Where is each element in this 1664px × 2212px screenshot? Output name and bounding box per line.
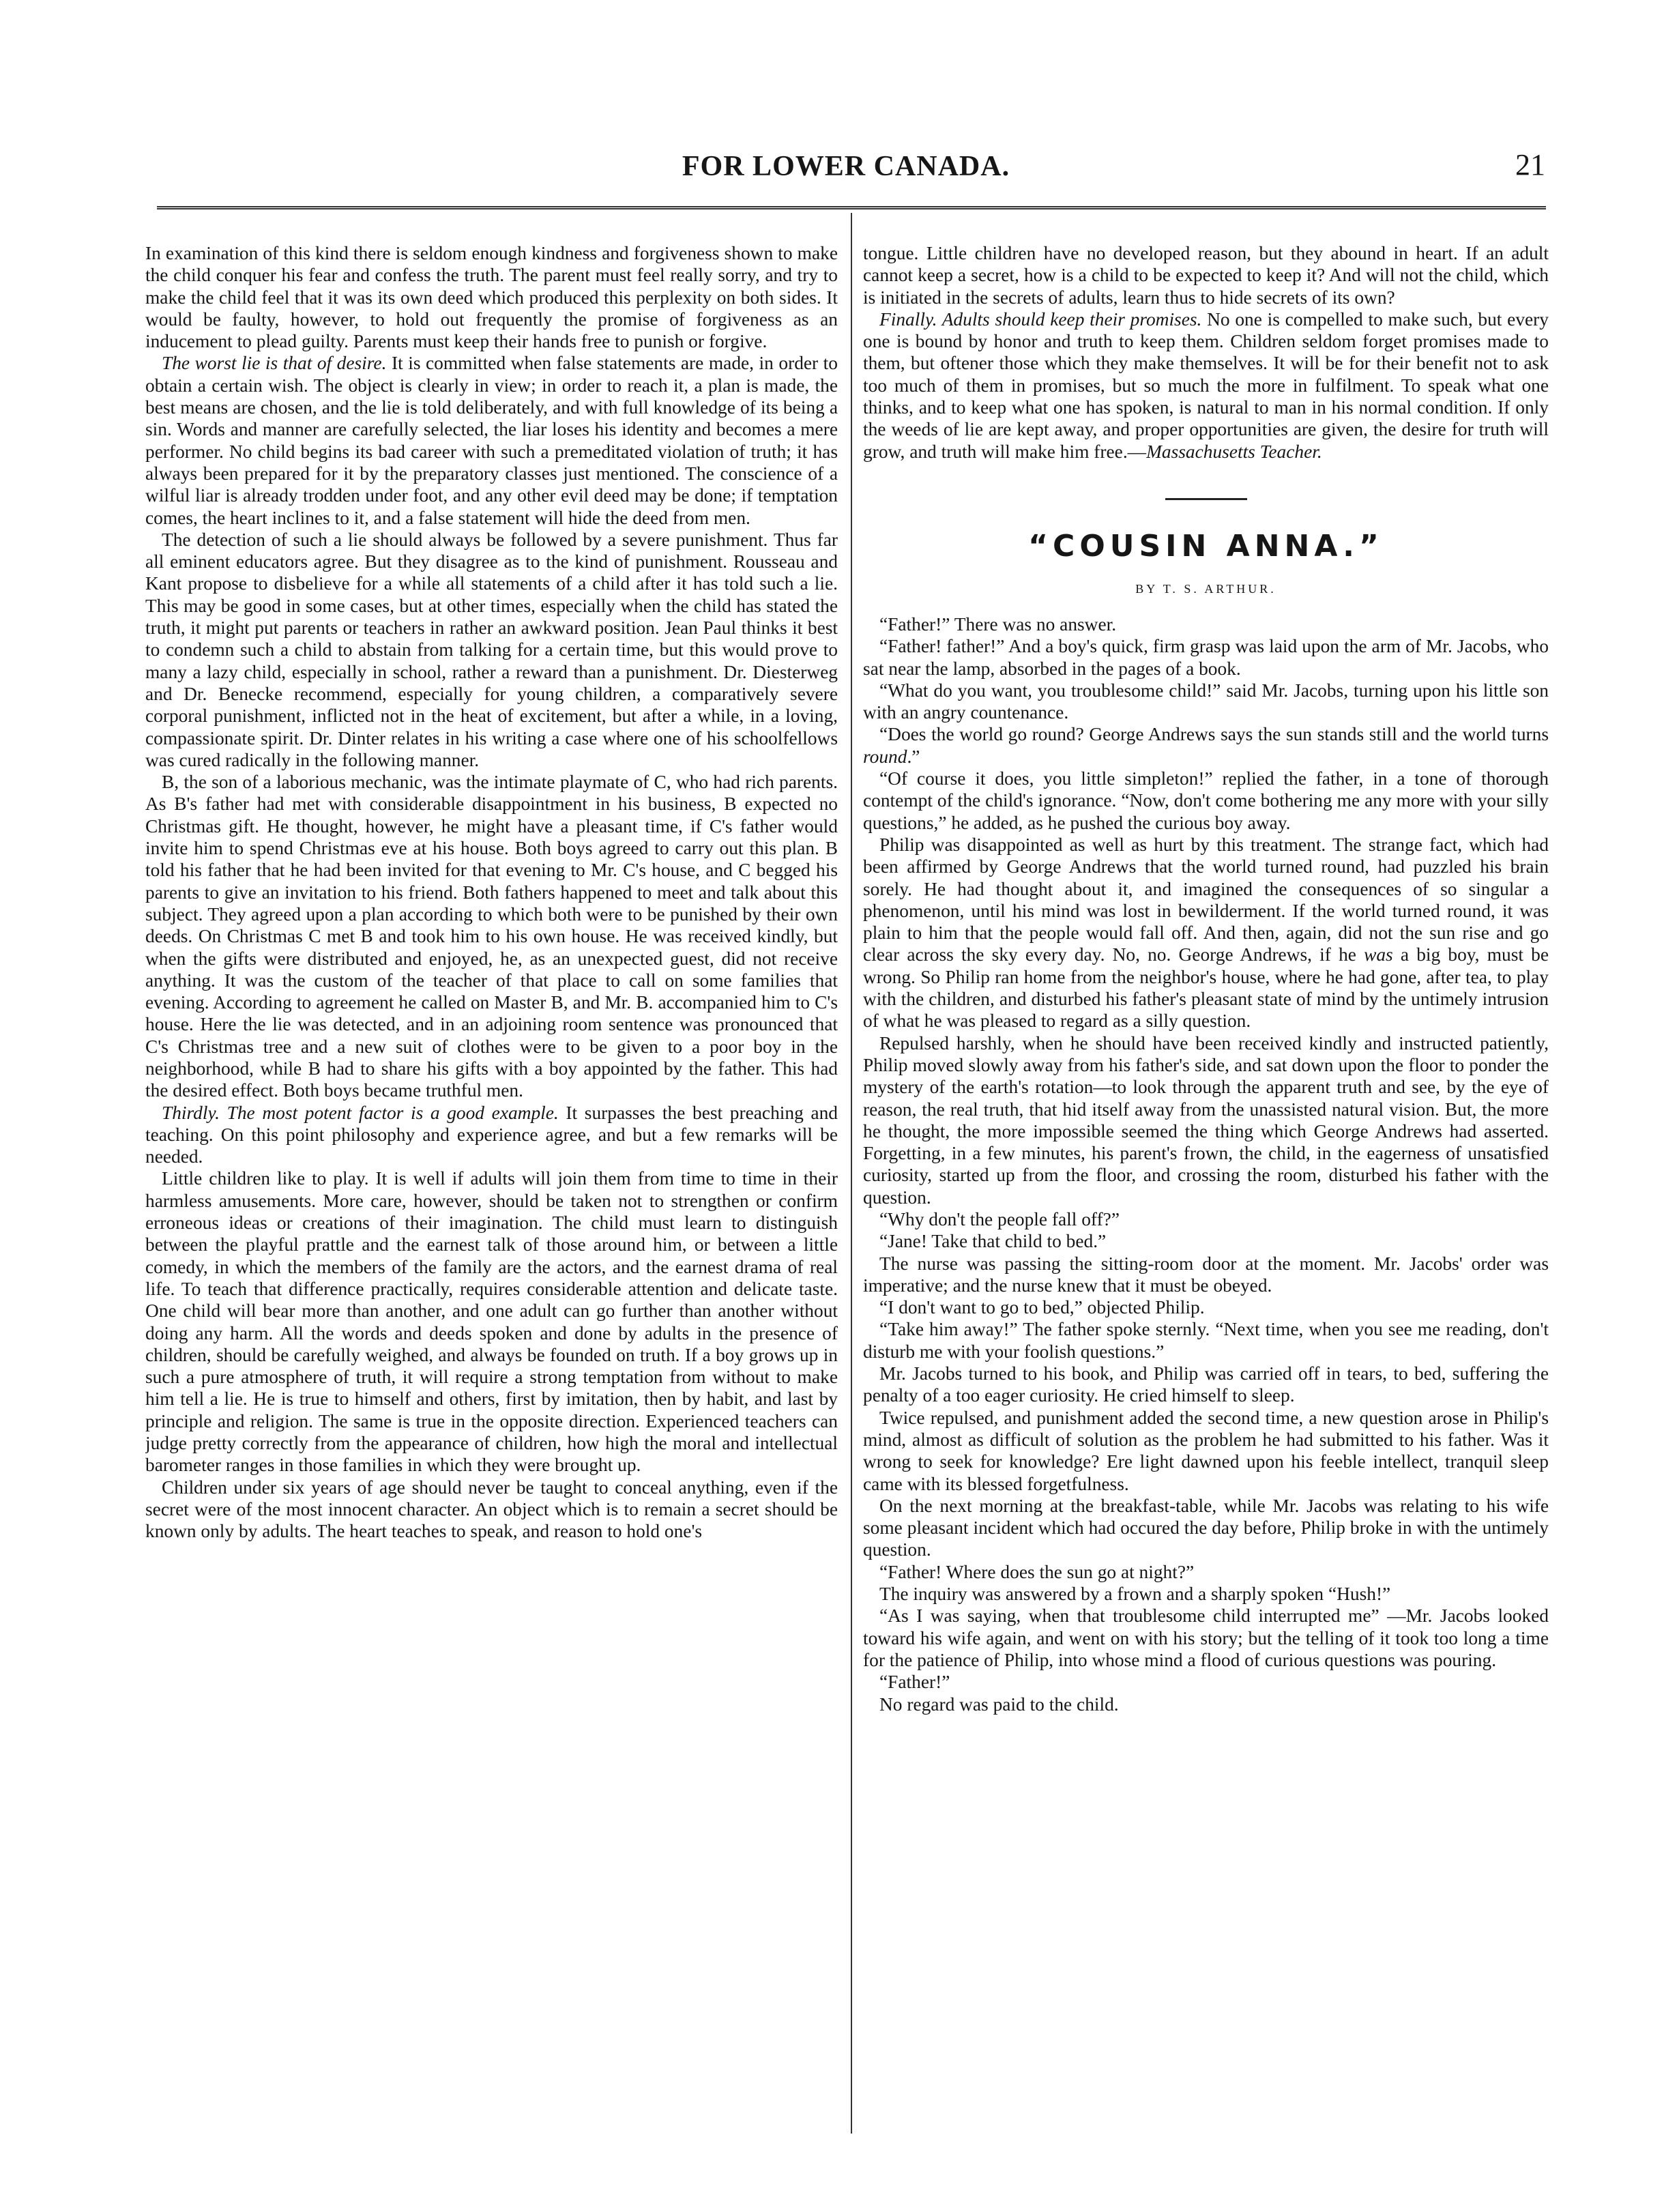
right-column: [863, 242, 1549, 2146]
page-number: 21: [1515, 148, 1545, 181]
paragraph: B, the son of a laborious mechanic, was the intimate playmate of C, who had rich parents. As B's father had met with considerable disappointment in his business, B expected no Christmas gift. He thought, however, he might have a pleasant time, if C's father would invite him to spend Christmas eve at his house. Both boys agreed to carry out this plan. B told his father that he had been invited for that evening to Mr. C's house, and C begged his parents to give an invitation to his friend. Both fathers happened to meet and talk about this subject. They agreed upon a plan according to which both were to be punished by their own deeds. On Christmas C met B and took him to his own house. He was received kindly, but when the gifts were distributed and enjoyed, he, as an unexpected guest, did not receive anything. It was the custom of the teacher of that place to call on some families that evening. According to agreement he called on Master B, and Mr. B. accompanied him to C's house. Here the lie was detected, and in an adjoining room sentence was pronounced that C's Christmas tree and a new suit of clothes were to be given to a poor boy in the neighborhood, while B had to share his gifts with a boy appointed by the father. This had the desired effect. Both boys became truthful men.: [145, 772, 838, 1101]
paragraph: “What do you want, you troublesome child!” said Mr. Jacobs, turning upon his little son with an angry countenance.: [863, 680, 1549, 723]
source-credit: Massachusetts Teacher.: [1146, 441, 1322, 462]
emphasis: was: [1364, 944, 1393, 965]
paragraph: “Father! father!” And a boy's quick, firm grasp was laid upon the arm of Mr. Jacobs, who sat near the lamp, absorbed in the pages of a book.: [863, 636, 1549, 679]
paragraph-lead: Thirdly. The most potent factor is a good example.: [162, 1102, 559, 1123]
paragraph: “Take him away!” The father spoke sternly. “Next time, when you see me reading, don't disturb me with your foolish questions.”: [863, 1319, 1549, 1362]
column-divider: [851, 213, 852, 2134]
paragraph: “Father!” There was no answer.: [879, 613, 1117, 635]
paragraph: The detection of such a lie should always be followed by a severe punishment. Thus far all eminent educators agree. But they disagree as to the kind of punishment. Rousseau and Kant propose to disbelieve for a while all statements of a child after it has told such a lie. This may be good in some cases, but at other times, especially when the child has stated the truth, it might put parents or teachers in rather an awkward position. Jean Paul thinks it best to condemn such a child to abstain from talking for a certain time, but this would prove to many a lazy child, especially in school, rather a reward than a punishment. Dr. Diesterweg and Dr. Benecke recommend, especially for young children, a comparatively severe corporal punishment, inflicted not in the heat of excitement, but after a while, in a loving, compassionate spirit. Dr. Dinter relates in his writing a case where one of his schoolfellows was cured radically in the following manner.: [145, 529, 838, 770]
paragraph-text: No one is compelled to make such, but every one is bound by honor and truth to keep them. Children seldom forget promises made to them, but oftener those which they make themselves. It will be for their benefit not to ask too much of them in promises, but so much the more in fulfilment. To speak what one thinks, and to keep what one has spoken, is natural to man in his normal condition. If only the weeds of lie are kept away, and proper opportunities are given, the desire for truth will grow, and truth will make him free.—: [863, 308, 1549, 462]
paragraph: “I don't want to go to bed,” objected Philip.: [879, 1297, 1205, 1318]
running-title: FOR LOWER CANADA.: [682, 151, 1010, 182]
paragraph-text: It is committed when false statements are made, in order to obtain a certain wish. The object is clearly in view; in order to reach it, a plan is made, the best means are chosen, and the lie is told deliberately, and with full knowledge of its being a sin. Words and manner are carefully selected, the liar loses his identity and becomes a mere performer. No child begins its bad career with such a premeditated violation of truth; it has always been prepared for it by the preparatory classes just mentioned. The conscience of a wilful liar is already trodden under foot, and any other evil deed may be done; if temptation comes, the heart inclines to it, and a false statement will hide the deed from men.: [145, 353, 838, 528]
byline: BY T. S. ARTHUR.: [1135, 581, 1276, 596]
paragraph: Twice repulsed, and punishment added the second time, a new question arose in Philip's mind, almost as difficult of solution as the problem he had submitted to his father. Was it wrong to seek for knowledge? Ere light dawned upon his feeble intellect, tranquil sleep came with its blessed forgetfulness.: [863, 1407, 1549, 1494]
paragraph: Repulsed harshly, when he should have been received kindly and instructed patiently, Philip moved slowly away from his father's side, and sat down upon the floor to ponder the mystery of the earth's rotation—to look through the apparent truth and see, by the eye of reason, the real truth, that hid itself away from the unassisted natural vision. But, the more he thought, the more impossible seemed the thing which George Andrews had asserted. Forgetting, in a few minutes, his parent's frown, the child, in the eagerness of unsatisfied curiosity, started up from the floor, and crossing the room, disturbed his father with the question.: [863, 1032, 1549, 1208]
paragraph: “Of course it does, you little simpleton!” replied the father, in a tone of thorough contempt of the child's ignorance. “Now, don't come bothering me any more with your silly questions,” he added, as he pushed the curious boy away.: [863, 768, 1549, 833]
left-column: [145, 242, 838, 2146]
paragraph: The nurse was passing the sitting-room door at the moment. Mr. Jacobs' order was imperative; and the nurse knew that it must be obeyed.: [863, 1253, 1549, 1296]
paragraph-text: “Does the world go round? George Andrews says the sun stands still and the world turns: [879, 724, 1549, 745]
paragraph: Mr. Jacobs turned to his book, and Philip was carried off in tears, to bed, suffering the penalty of a too eager curiosity. He cried himself to sleep.: [863, 1363, 1549, 1406]
header-rule: [157, 206, 1546, 209]
paragraph: The inquiry was answered by a frown and a sharply spoken “Hush!”: [879, 1584, 1391, 1605]
paragraph: [145, 352, 838, 528]
paragraph: No regard was paid to the child.: [879, 1693, 1119, 1715]
paragraph: tongue. Little children have no developed reason, but they abound in heart. If an adult cannot keep a secret, how is a child to be expected to keep it? And will not the child, which is initiated in the secrets of adults, learn thus to hide secrets of its own?: [863, 243, 1549, 308]
paragraph: “Father!”: [879, 1672, 950, 1693]
paragraph-text: It surpasses the best preaching and teaching. On this point philosophy and experience agree, and but a few remarks will be needed.: [145, 1102, 838, 1167]
paragraph: “Jane! Take that child to bed.”: [879, 1231, 1107, 1252]
paragraph: “Father! Where does the sun go at night?”: [879, 1561, 1195, 1582]
paragraph: [863, 723, 1549, 768]
paragraph-text: .”: [907, 746, 920, 767]
running-head: [147, 145, 1545, 192]
paragraph: [863, 834, 1549, 1032]
paragraph: “As I was saying, when that troublesome child interrupted me” —Mr. Jacobs looked toward his wife again, and went on with his story; but the telling of it took too long a time for the patience of Philip, into whose mind a flood of curious questions was pouring.: [863, 1605, 1549, 1670]
paragraph: Children under six years of age should never be taught to conceal anything, even if the secret were of the most innocent character. An object which is to remain a secret should be known only by adults. The heart teaches to speak, and reason to hold one's: [145, 1476, 838, 1542]
paragraph-text: a big boy, must be wrong. So Philip ran home from the neighbor's house, where he had gone, after tea, to play with the children, and disturbed his father's pleasant state of mind by the untimely intrusion of what he was pleased to regard as a silly question.: [863, 944, 1549, 1032]
paragraph: [145, 1102, 838, 1168]
article-title: “COUSIN ANNA.”: [1028, 528, 1384, 564]
paragraph: Little children like to play. It is well if adults will join them from time to time in their harmless amusements. More care, however, should be taken not to strengthen or confirm erroneous ideas or creations of their imagination. The child must learn to distinguish between the playful prattle and the earnest talk of those around him, or between a little comedy, in which the members of the family are the actors, and the earnest drama of real life. To teach that difference practically, requires considerable attention and delicate taste. One child will bear more than another, and one adult can go further than another without doing any harm. All the words and deeds spoken and done by adults in the presence of children, should be carefully weighed, and always be founded on truth. If a boy grows up in such a pure atmosphere of truth, it will require a strong temptation from without to make him tell a lie. He is true to himself and others, first by imitation, then by habit, and last by principle and religion. The same is true in the opposite direction. Experienced teachers can judge pretty correctly from the appearance of children, how high the moral and intellectual barometer ranges in those families in which they were brought up.: [145, 1168, 838, 1476]
section-rule: [1165, 498, 1247, 500]
emphasis: round: [863, 746, 907, 767]
paragraph: “Why don't the people fall off?”: [879, 1208, 1120, 1229]
paragraph: [863, 308, 1549, 463]
paragraph-text: Philip was disappointed as well as hurt by this treatment. The strange fact, which had been affirmed by George Andrews that the world turned round, had puzzled his brain sorely. He had thought about it, and imagined the consequences of so singular a phenomenon, until his mind was lost in bewilderment. If the world turned round, it was plain to him that the people would fall off. And then, again, did not the sun rise and go clear across the sky every day. No, no. George Andrews, if he: [863, 834, 1549, 965]
paragraph-lead: Finally. Adults should keep their promises.: [879, 308, 1202, 330]
paragraph: In examination of this kind there is seldom enough kindness and forgiveness shown to make the child conquer his fear and confess the truth. The parent must feel really sorry, and try to make the child feel that it was its own deed which produced this perplexity on both sides. It would be faulty, however, to hold out frequently the promise of forgiveness as an inducement to plead guilty. Parents must keep their hands free to punish or forgive.: [145, 243, 838, 352]
paragraph-lead: The worst lie is that of desire.: [162, 353, 387, 374]
paragraph: On the next morning at the breakfast-table, while Mr. Jacobs was relating to his wife some pleasant incident which had occured the day before, Philip broke in with the untimely question.: [863, 1495, 1549, 1560]
